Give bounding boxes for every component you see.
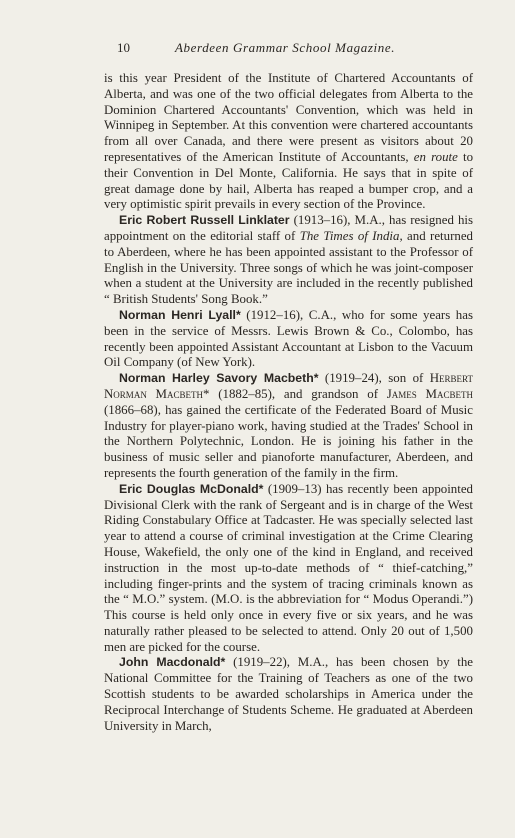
article-body bbox=[104, 71, 473, 734]
person-name: John Macdonald* bbox=[119, 655, 226, 670]
paragraph-text: to their Convention in Del Monte, California. He says that in spite of great damage done by hail, Alberta has reaped a bumper crop, and a very optimistic spirit prevails in every section of the Province. bbox=[104, 149, 474, 212]
italic-phrase: en route bbox=[413, 149, 458, 164]
paragraph-lyall bbox=[104, 308, 473, 371]
person-name: Norman Harley Savory Macbeth* bbox=[119, 371, 319, 386]
paragraph-mcdonald bbox=[104, 482, 473, 656]
smallcaps-name: Herbert Norman Macbeth* bbox=[104, 371, 473, 401]
paragraph-text: is this year President of the Institute of Chartered Accountants of Alberta, and was one of the two official delegates from Alberta to the Dominion Chartered Accountants' Convention, which was held in Winnipeg in September. At this convention were chartered accountants from all over Canada, and there were present as visitors about 20 representatives of the American Institute of Accountants, bbox=[104, 71, 473, 164]
paragraph-text: (1866–68), has gained the certificate of the Federated Board of Music Industry for player-piano work, having studied at the Trades' School in the Northern Polytechnic, London. He is joining his father in the business of music seller and pianoforte manufacturer, Aberdeen, and represents the fourth generation of the family in the firm. bbox=[104, 402, 473, 480]
page-number: 10 bbox=[117, 40, 130, 55]
page-header bbox=[0, 40, 515, 60]
paragraph-text: (1919–24), son of bbox=[318, 371, 430, 386]
person-name: Eric Robert Russell Linklater bbox=[119, 213, 290, 228]
paragraph-text: (1919–22), M.A., has been chosen by the National Committee for the Training of Teachers as one of the two Scottish students to be awarded scholarships in America under the Reciprocal Interchange of Students Scheme. He graduated at Aberdeen University in March, bbox=[104, 655, 473, 733]
person-name: Eric Douglas McDonald* bbox=[119, 481, 264, 496]
paragraph-linklater bbox=[104, 213, 473, 308]
paragraph-text: (1913–16), M.A., has resigned his appointment on the editorial staff of bbox=[104, 213, 473, 243]
paragraph-text: (1882–85), and grandson of bbox=[209, 386, 387, 401]
person-name: Norman Henri Lyall* bbox=[119, 307, 241, 322]
paragraph-macdonald bbox=[104, 655, 473, 734]
paragraph-alberta bbox=[104, 71, 473, 213]
paragraph-text: (1912–16), C.A., who for some years has been in the service of Messrs. Lewis Brown & Co., Colombo, has recently been appointed Assistant Accountant at Lisbon to the Vacuum Oil Company (of New York). bbox=[104, 307, 473, 370]
italic-phrase: The Times of India, bbox=[299, 228, 403, 243]
paragraph-text: (1909–13) has recently been appointed Divisional Clerk with the rank of Sergeant and is in charge of the West Riding Constabulary Office at Tadcaster. He was specially selected last year to attend a course of criminal investigation at the Crime Clearing House, Wakefield, the only one of the kind in England, and received instruction in the most up-to-date methods of “ thief-catching,” including finger-prints and the system of tracing criminals known as the “ M.O.” system. (M.O. is the abbreviation for “ Modus Operandi.”) This course is held only once in every five or six years, and he was naturally rather pleased to be selected to attend. Only 20 out of 1,500 men are picked for the course. bbox=[104, 481, 473, 654]
paragraph-text: and returned to Aberdeen, where he has been appointed assistant to the Professor of English in the University. Three songs of which he was joint-composer when a student at the University are included in the recently published “ British Students' Song Book.” bbox=[104, 228, 473, 307]
running-title: Aberdeen Grammar School Magazine. bbox=[175, 40, 396, 55]
paragraph-macbeth bbox=[104, 371, 473, 482]
smallcaps-name: James Macbeth bbox=[386, 386, 473, 401]
